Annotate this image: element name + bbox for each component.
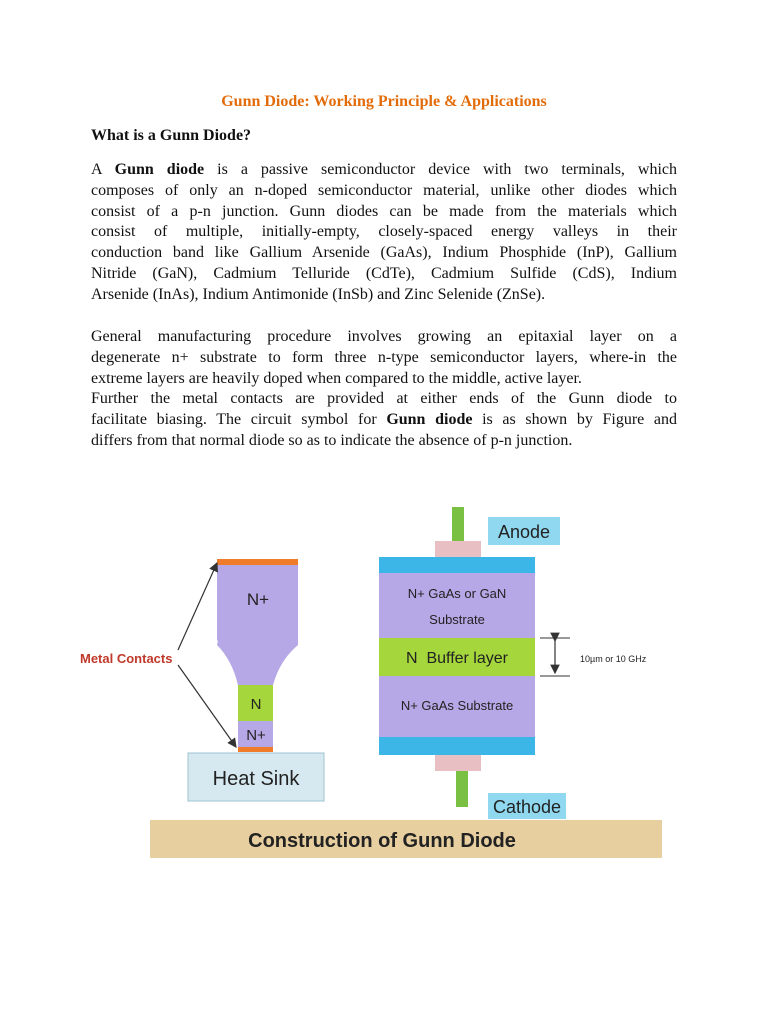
- document-title: Gunn Diode: Working Principle & Applications: [221, 93, 547, 110]
- bold-term: Gunn diode: [114, 161, 205, 178]
- figure-caption: Construction of Gunn Diode: [248, 830, 516, 852]
- substrate-top-label-line1: N+ GaAs or GaN: [407, 586, 507, 601]
- paragraph-line: facilitate biasing. The circuit symbol for Gunn diode is as shown by Figure and: [91, 411, 678, 429]
- paragraph-line: General manufacturing procedure involves growing an epitaxial layer on a: [91, 328, 677, 345]
- buffer-layer-label: N Buffer layer: [406, 650, 508, 667]
- paragraph-line: A Gunn diode is a passive semiconductor device with two terminals, which: [91, 161, 678, 178]
- paragraph-line: Further the metal contacts are provided at either ends of the Gunn diode to: [91, 390, 677, 408]
- bottom-metal-contact: [238, 747, 273, 752]
- paragraph-line: differs from that normal diode so as to indicate the absence of p-n junction.: [91, 431, 573, 449]
- paragraph-line: Arsenide (InAs), Indium Antimonide (InSb) and Zinc Selenide (ZnSe).: [91, 285, 546, 303]
- cathode-label: Cathode: [492, 797, 562, 817]
- paragraph-line: consist of multiple, initially-empty, closely-spaced energy valleys in their: [91, 223, 677, 241]
- left-bottom-n-plus-label: N+: [246, 727, 266, 744]
- metal-contact-arrow-bottom: [178, 665, 236, 747]
- substrate-bottom-label: N+ GaAs Substrate: [400, 698, 514, 713]
- bold-term: Gunn diode: [386, 411, 473, 429]
- dimension-label: 10µm or 10 GHz: [580, 654, 647, 664]
- paragraph-line: composes of only an n-doped semiconductor material, unlike other diodes which: [91, 181, 677, 199]
- section-heading: What is a Gunn Diode?: [91, 127, 252, 144]
- substrate-top-label-line2: Substrate: [429, 612, 485, 627]
- paragraph-line: extreme layers are heavily doped when compared to the middle, active layer.: [91, 369, 582, 387]
- paragraph-line: Nitride (GaN), Cadmium Telluride (CdTe), Cadmium Sulfide (CdS), Indium: [91, 264, 677, 282]
- anode-label: Anode: [497, 522, 551, 542]
- cathode-terminal: [456, 771, 468, 807]
- metal-contacts-label: Metal Contacts: [80, 651, 173, 666]
- metal-contact-arrow-top: [178, 563, 217, 650]
- anode-terminal: [452, 507, 464, 541]
- substrate-top-layer: [379, 573, 535, 638]
- top-metal-contact: [217, 559, 298, 565]
- paragraph-line: degenerate n+ substrate to form three n-type semiconductor layers, where-in the: [91, 348, 677, 366]
- paragraph-manufacturing: [91, 327, 677, 452]
- n-plus-top-body: [217, 563, 298, 685]
- cathode-contact: [435, 755, 481, 771]
- top-metal-layer: [379, 557, 535, 573]
- heat-sink-label: Heat Sink: [212, 768, 300, 790]
- bottom-metal-layer: [379, 737, 535, 755]
- anode-contact: [435, 541, 481, 557]
- left-top-n-plus-label: N+: [246, 590, 270, 609]
- gunn-diode-construction-figure: [80, 495, 680, 870]
- left-mid-n-label: N: [250, 696, 262, 713]
- paragraph-definition: [91, 160, 677, 306]
- paragraph-line: conduction band like Gallium Arsenide (GaAs), Indium Phosphide (InP), Gallium: [91, 244, 677, 262]
- paragraph-line: consist of a p-n junction. Gunn diodes can be made from the materials which: [91, 202, 677, 220]
